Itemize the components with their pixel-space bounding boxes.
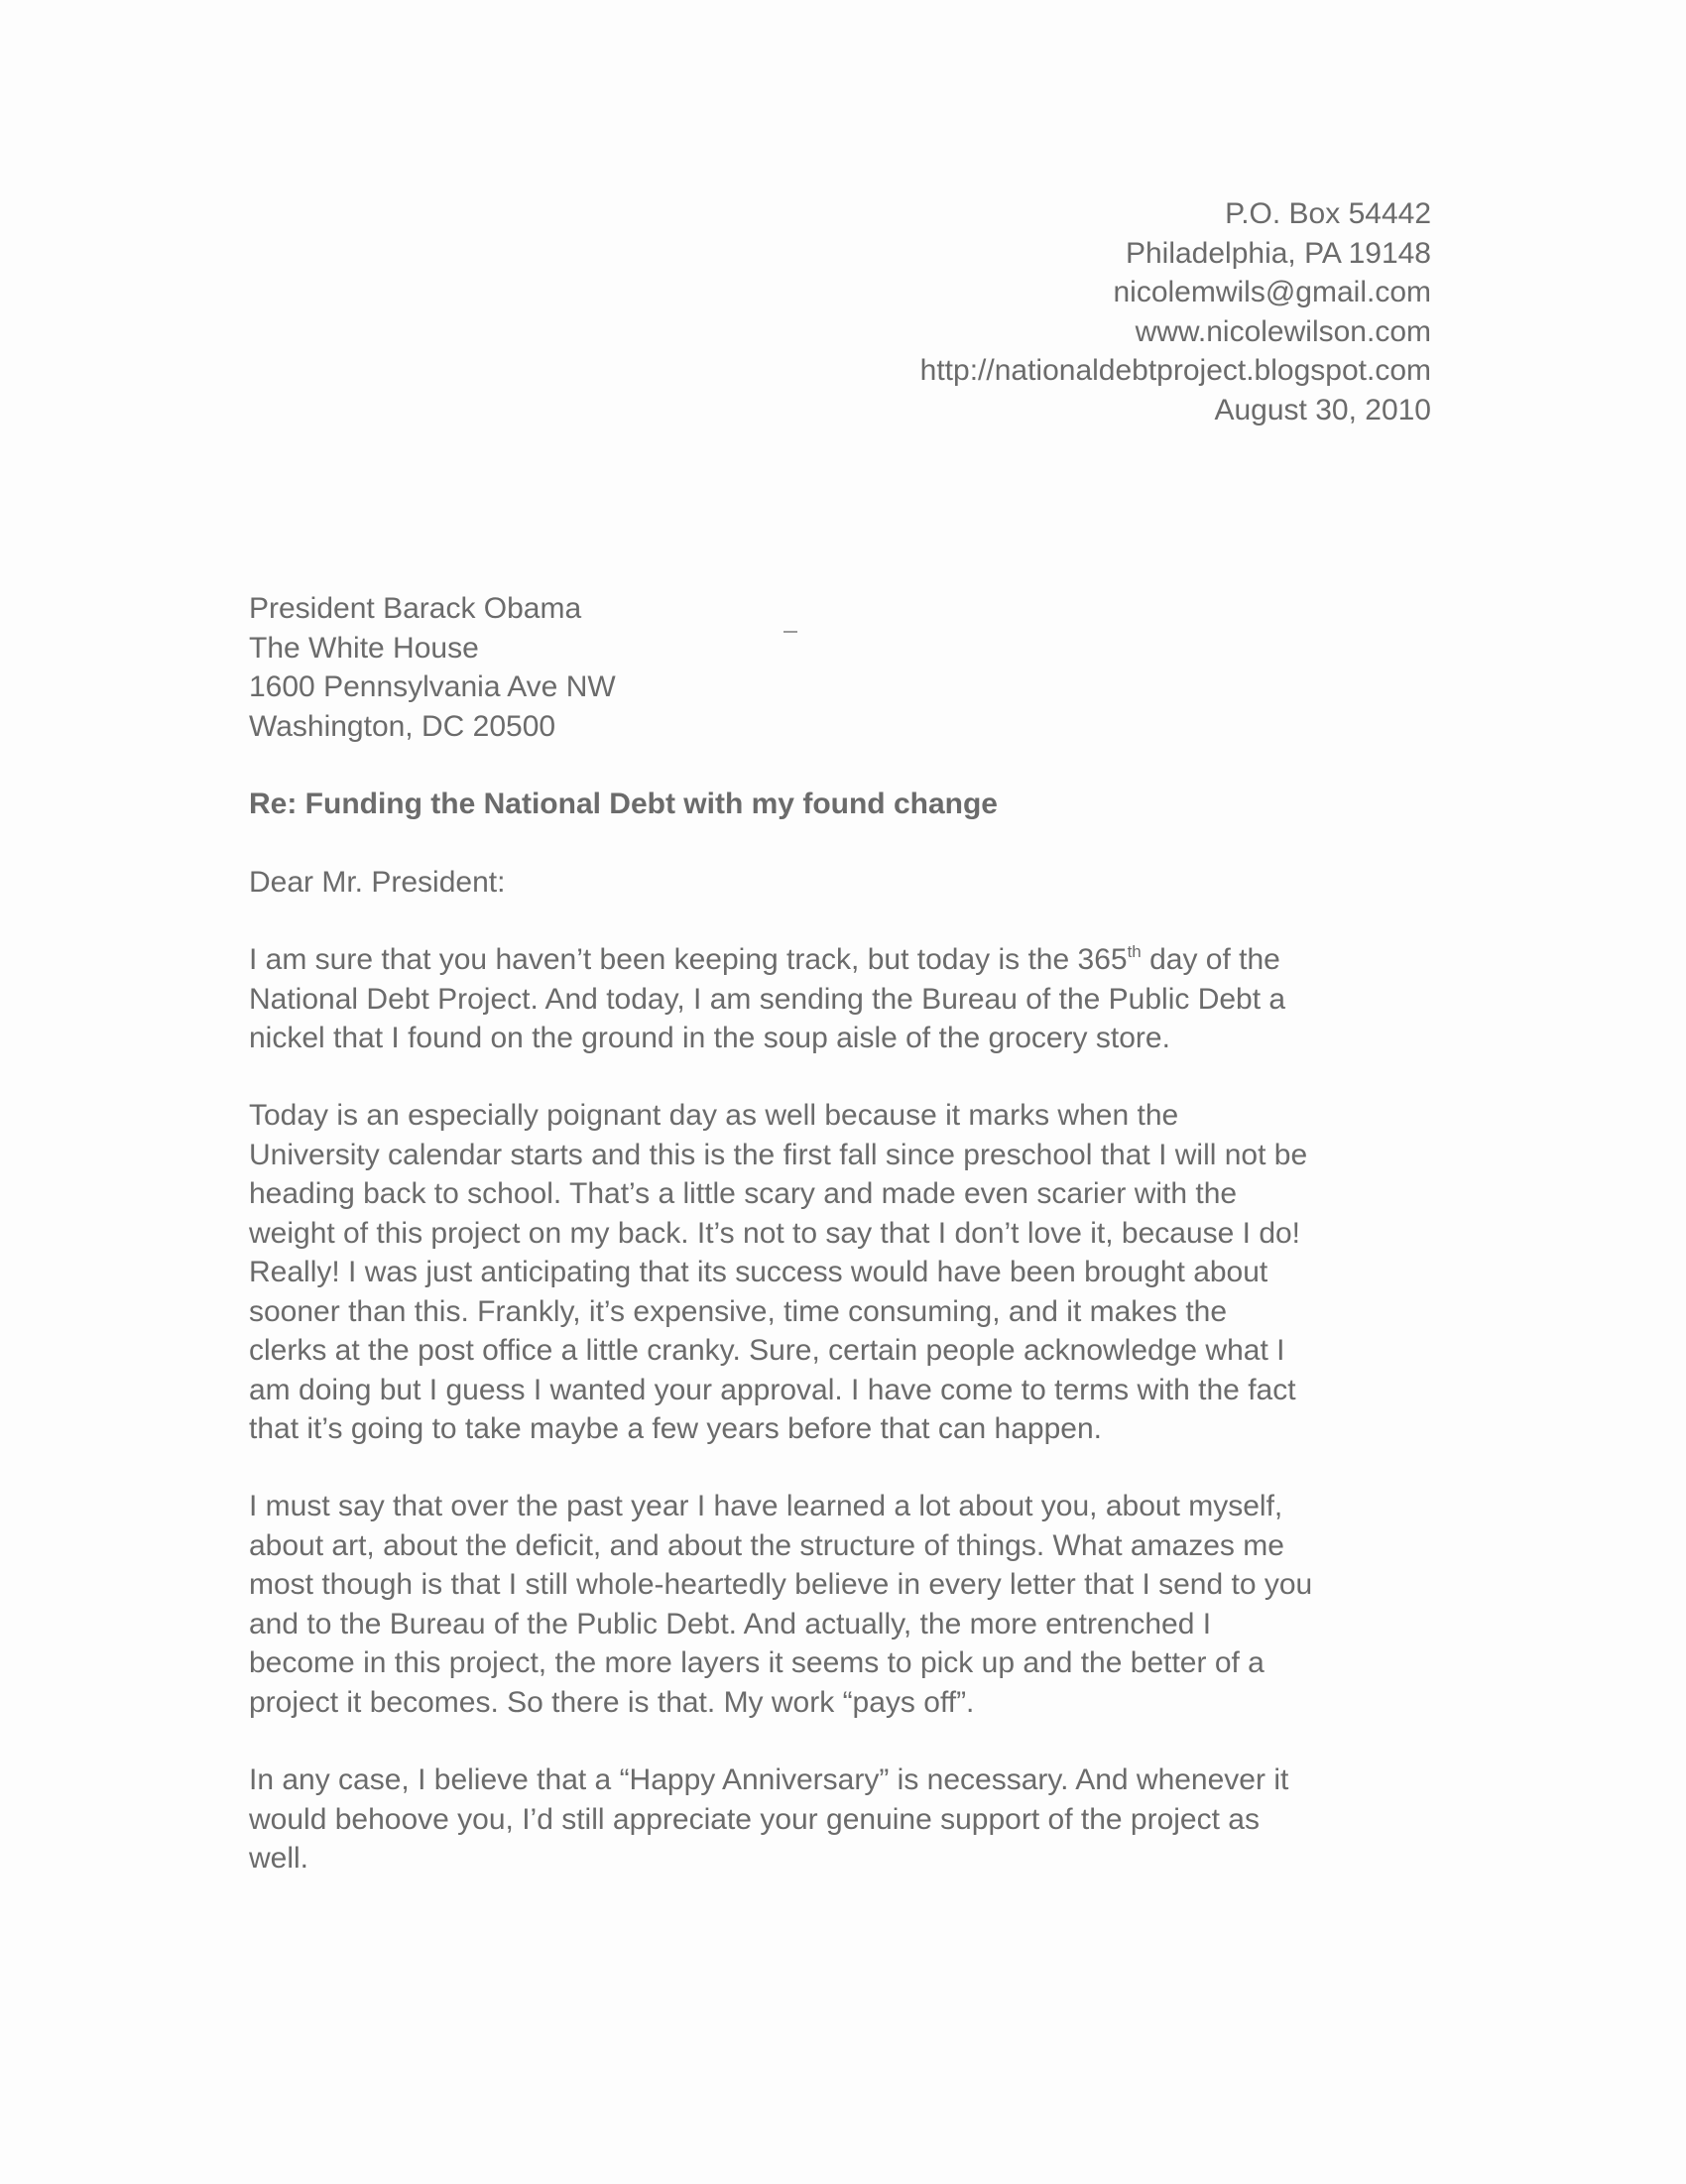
paragraph-line: most though is that I still whole-heartedly believe in every letter that I send to you (249, 1568, 1313, 1601)
salutation: Dear Mr. President: (249, 866, 506, 899)
body-paragraph-2 (249, 1096, 1439, 1449)
paragraph-line: well. (249, 1842, 309, 1875)
paragraph-line: heading back to school. That’s a little scary and made even scarier with the (249, 1177, 1238, 1210)
paragraph-line: University calendar starts and this is the first fall since preschool that I will not be (249, 1138, 1308, 1171)
paragraph-line: become in this project, the more layers it seems to pick up and the better of a (249, 1646, 1264, 1679)
sender-website: www.nicolewilson.com (1135, 314, 1431, 348)
scan-speck (783, 631, 797, 633)
body-paragraph-3 (249, 1487, 1439, 1722)
paragraph-line: I must say that over the past year I have learned a lot about you, about myself, (249, 1490, 1283, 1522)
paragraph-line: am doing but I guess I wanted your approval. I have come to terms with the fact (249, 1373, 1296, 1406)
body-paragraph-4 (249, 1760, 1439, 1879)
paragraph-line: In any case, I believe that a “Happy Anniversary” is necessary. And whenever it (249, 1763, 1289, 1796)
paragraph-line: would behoove you, I’d still appreciate your genuine support of the project as (249, 1802, 1260, 1836)
recipient-address-block (249, 589, 616, 746)
recipient-organization: The White House (249, 631, 479, 665)
paragraph-line: Really! I was just anticipating that its success would have been brought about (249, 1256, 1268, 1288)
sender-address-block (920, 194, 1431, 429)
recipient-city-state-zip: Washington, DC 20500 (249, 709, 556, 743)
recipient-name: President Barack Obama (249, 592, 582, 625)
paragraph-line: sooner than this. Frankly, it’s expensive, time consuming, and it makes the (249, 1294, 1228, 1328)
sender-city-state-zip: Philadelphia, PA 19148 (1125, 236, 1431, 270)
paragraph-line: nickel that I found on the ground in the soup aisle of the grocery store. (249, 1022, 1170, 1054)
paragraph-line: Today is an especially poignant day as well because it marks when the (249, 1099, 1179, 1132)
sender-blog-url: http://nationaldebtproject.blogspot.com (919, 354, 1431, 387)
letter-date: August 30, 2010 (1214, 393, 1431, 426)
paragraph-line (249, 940, 1439, 980)
paragraph-text: I am sure that you haven’t been keeping track, but today is the 365 (249, 943, 1128, 976)
paragraph-line: and to the Bureau of the Public Debt. And actually, the more entrenched I (249, 1607, 1212, 1640)
paragraph-line: clerks at the post office a little cranky. Sure, certain people acknowledge what I (249, 1334, 1285, 1367)
recipient-street: 1600 Pennsylvania Ave NW (249, 670, 616, 703)
paragraph-line: National Debt Project. And today, I am sending the Bureau of the Public Debt a (249, 982, 1286, 1016)
body-paragraph-1 (249, 940, 1439, 1058)
ordinal-suffix: th (1127, 942, 1142, 961)
paragraph-line: project it becomes. So there is that. My work “pays off”. (249, 1685, 975, 1719)
paragraph-line: weight of this project on my back. It’s not to say that I don’t love it, because I do! (249, 1216, 1301, 1250)
paragraph-line: about art, about the deficit, and about the structure of things. What amazes me (249, 1528, 1284, 1562)
sender-po-box: P.O. Box 54442 (1225, 197, 1431, 230)
sender-email: nicolemwils@gmail.com (1113, 276, 1431, 308)
paragraph-line: that it’s going to take maybe a few years before that can happen. (249, 1412, 1102, 1445)
paragraph-text: day of the (1141, 943, 1280, 976)
subject-line: Re: Funding the National Debt with my found change (249, 788, 998, 820)
